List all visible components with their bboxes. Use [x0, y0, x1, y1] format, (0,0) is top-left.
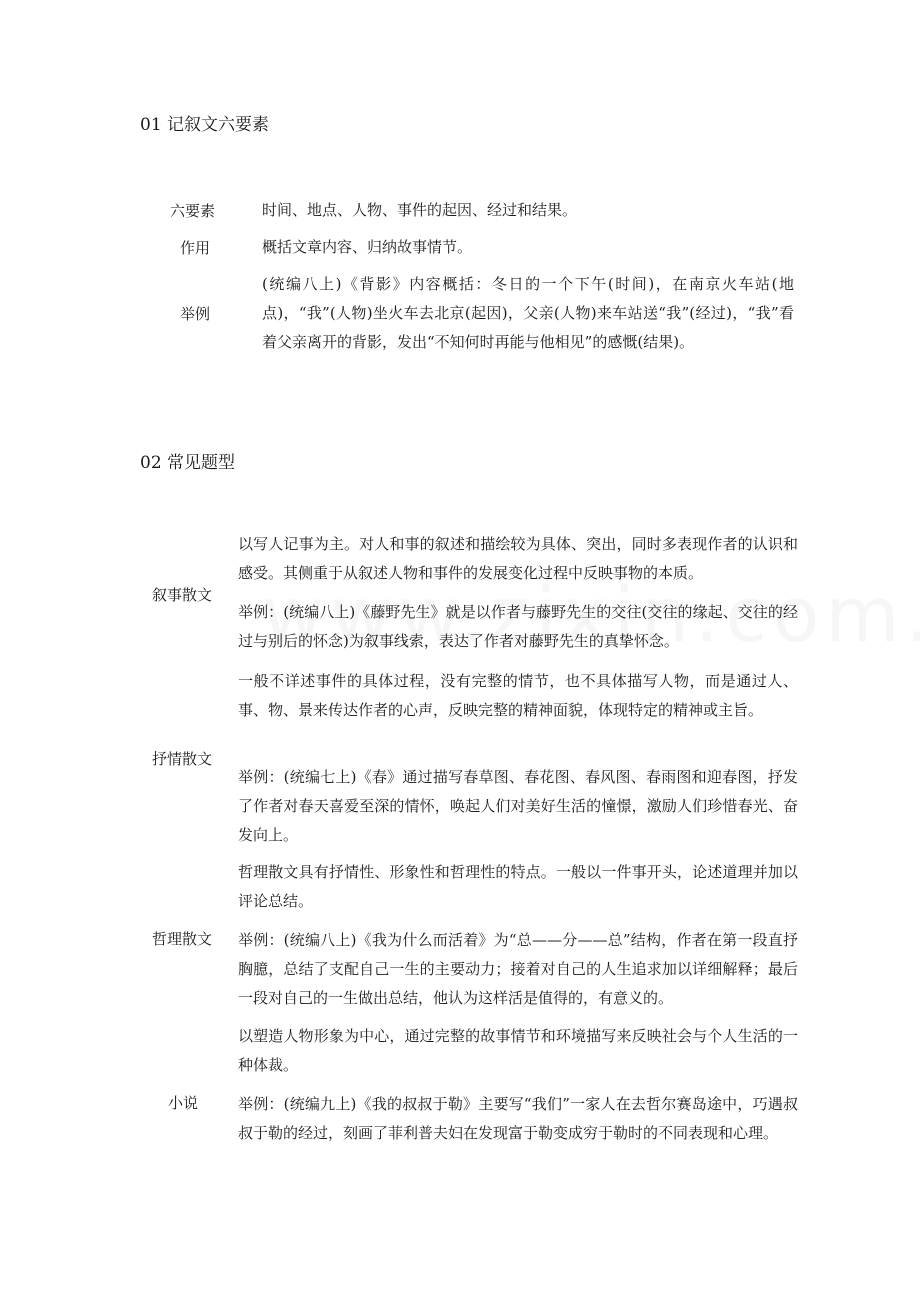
table-row-philosophical-prose: [140, 858, 800, 1018]
row-label: 作用: [180, 239, 211, 257]
table-row-elements: [140, 196, 800, 226]
row-example: 举例：(统编八上)《我为什么而活着》为“总——分——总”结构，作者在第一段直抒胸臆，总结了支配自己一生的主要动力；接着对自己的人生追求加以详细解释；最后一段对自己的一生做出总结，他认为这样活是值得的，有意义的。: [238, 931, 798, 1007]
row-label: 抒情散文: [152, 750, 213, 768]
row-label: 哲理散文: [152, 930, 213, 948]
row-label: 小说: [168, 1094, 199, 1112]
row-label: 六要素: [170, 202, 216, 220]
row-label: 叙事散文: [152, 586, 213, 604]
section-title-elements: 01 记叙文六要素: [140, 115, 270, 135]
row-example: 举例：(统编九上)《我的叔叔于勒》主要写“我们”一家人在去哲尔赛岛途中，巧遇叔叔于勒的经过，刻画了菲利普夫妇在发现富于勒变成穷于勒时的不同表现和心理。: [238, 1095, 798, 1142]
row-definition: 以塑造人物形象为中心，通过完整的故事情节和环境描写来反映社会与个人生活的一种体裁。: [238, 1027, 798, 1074]
row-text: (统编八上)《背影》内容概括：冬日的一个下午(时间)，在南京火车站(地点)，“我”(人物)坐火车去北京(起因)，父亲(人物)来车站送“我”(经过)，“我”看着父亲离开的背影，发出“不知何时再能与他相见”的感慨(结果)。: [262, 275, 794, 351]
row-example: 举例：(统编七上)《春》通过描写春草图、春花图、春风图、春雨图和迎春图，抒发了作者对春天喜爱至深的情怀，唤起人们对美好生活的憧憬，激励人们珍惜春光、奋发向上。: [238, 768, 798, 844]
row-definition: 一般不详述事件的具体过程，没有完整的情节，也不具体描写人物，而是通过人、事、物、景来传达作者的心声，反映完整的精神面貌，体现特定的精神或主旨。: [238, 672, 798, 719]
row-label: 举例: [180, 305, 211, 323]
row-definition: 哲理散文具有抒情性、形象性和哲理性的特点。一般以一件事开头，论述道理并加以评论总结。: [238, 863, 798, 910]
table-row-function: [140, 233, 800, 263]
row-text: 时间、地点、人物、事件的起因、经过和结果。: [262, 201, 578, 219]
table-row-narrative-prose: [140, 530, 800, 655]
row-definition: 以写人记事为主。对人和事的叙述和描绘较为具体、突出，同时多表现作者的认识和感受。其侧重于从叙述人物和事件的发展变化过程中反映事物的本质。: [238, 535, 798, 582]
table-row-example: [140, 270, 800, 360]
section-title-types: 02 常见题型: [140, 453, 236, 473]
row-text: 概括文章内容、归纳故事情节。: [262, 238, 473, 256]
table-row-lyrical-prose: [140, 667, 800, 847]
row-example: 举例：(统编八上)《藤野先生》就是以作者与藤野先生的交往(交往的缘起、交往的经过与别后的怀念)为叙事线索，表达了作者对藤野先生的真挚怀念。: [238, 603, 798, 650]
table-row-novel: [140, 1022, 800, 1182]
